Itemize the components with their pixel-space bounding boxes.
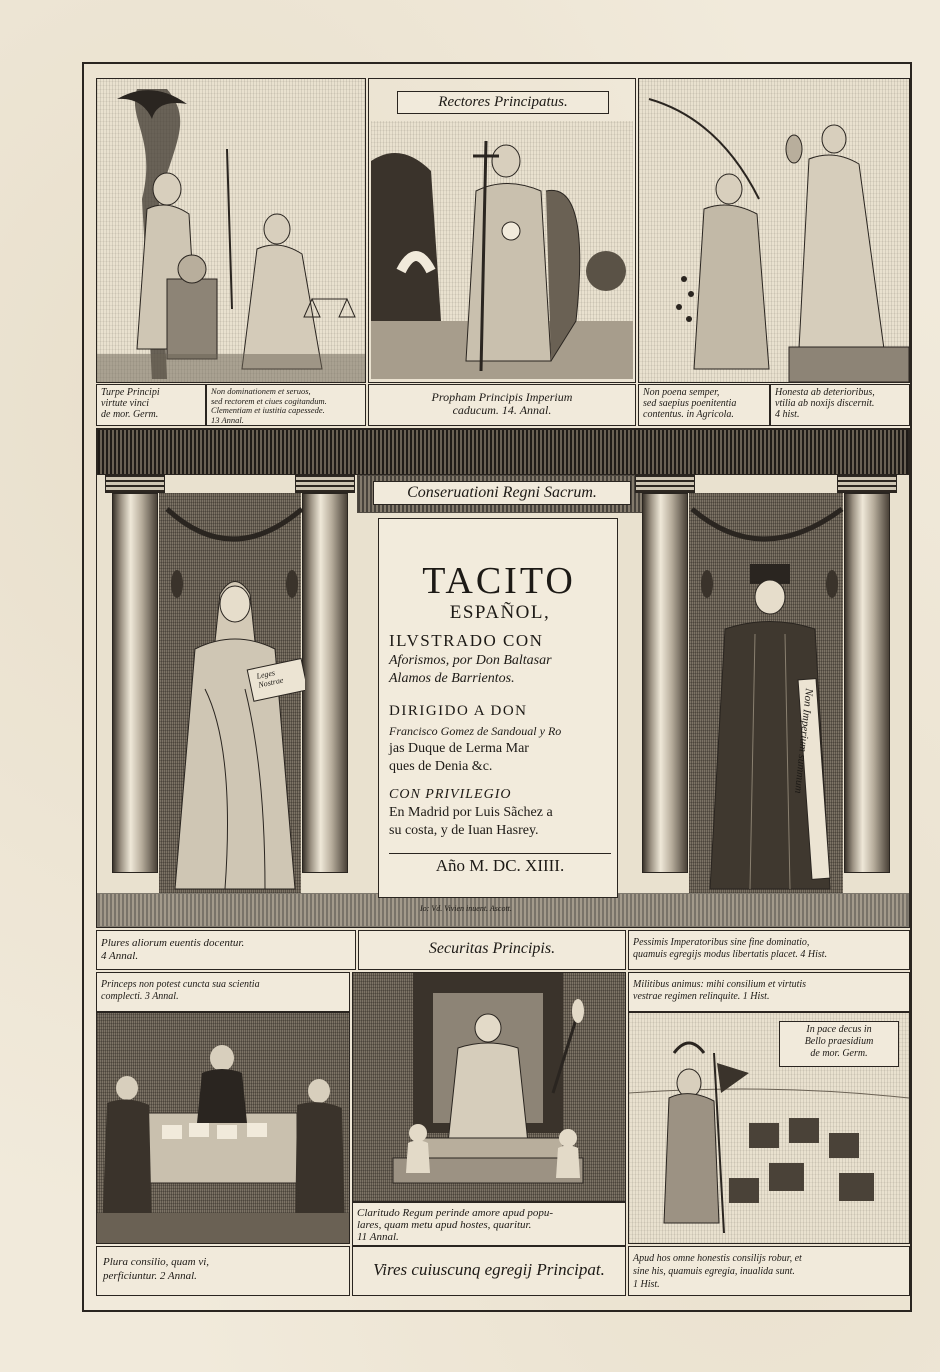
bottom-left-panel xyxy=(96,1012,350,1244)
entablature-top xyxy=(97,429,909,475)
caption-plures: Plures aliorum euentis docentur. 4 Annal. xyxy=(96,930,356,970)
caption-in-pace: In pace decus in Bello praesidium de mor. Germ. xyxy=(779,1021,899,1067)
caption-propham: Propham Principis Imperium caducum. 14. Annal. xyxy=(368,384,636,426)
council-scene-image xyxy=(97,1013,349,1243)
caption-securitas: Securitas Principis. xyxy=(358,930,626,970)
title-line-madrid: En Madrid por Luis Sãchez a xyxy=(389,805,553,820)
title-line-ilustrado: ILVSTRADO CON xyxy=(389,631,544,650)
engraving-prince xyxy=(371,121,633,379)
title-line-francisco: Francisco Gomez de Sandoual y Ro xyxy=(389,724,562,738)
top-left-panel xyxy=(96,78,366,383)
engraving-clemency xyxy=(639,79,909,382)
caption-plura-consilio: Plura consilio, quam vi, perficiuntur. 2 Annal. xyxy=(96,1246,350,1296)
enthroned-king-image xyxy=(353,973,625,1201)
book-inscription: Leges Nostrae xyxy=(255,668,285,690)
caption-honesta: Honesta ab deterioribus, vtilia ab noxijs discernit. 4 hist. xyxy=(770,384,910,426)
caption-militibus: Militibus animus: mihi consilium et virtutis vestrae regimen relinquite. 1 Hist. xyxy=(628,972,910,1012)
caption-vires: Vires cuiuscunq egregij Principat. xyxy=(352,1246,626,1296)
caption-pessimis: Pessimis Imperatoribus sine fine dominatio, quamuis egregijs modus libertatis placet. 4 Hist. xyxy=(628,930,910,970)
allegorical-figures-image xyxy=(97,79,365,382)
engraving-virtues xyxy=(97,79,365,382)
two-women-image xyxy=(639,79,909,382)
title-line-alamos: Alamos de Barrientos. xyxy=(389,671,515,686)
title-line-aforismos: Aforismos, por Don Baltasar xyxy=(389,653,552,668)
woman-with-book-figure xyxy=(165,569,305,899)
title-tacito: TACITO xyxy=(422,560,576,602)
title-line-jas-duque: jas Duque de Lerma Mar xyxy=(389,741,529,756)
bottom-right-panel xyxy=(628,1012,910,1244)
engraver-imprint: Io: Vd. Vivien inuent. Ascott. xyxy=(420,904,512,913)
title-box xyxy=(378,518,618,898)
title-year: Año M. DC. XIIII. xyxy=(389,853,611,874)
engraving-throne xyxy=(353,973,625,1201)
engraving-council xyxy=(97,1013,349,1243)
conseruationi-banner: Conseruationi Regni Sacrum. xyxy=(373,481,631,505)
caption-non-dominationem: Non dominationem et seruos, sed rectorem et ciues cogitandum. Clementiam et iustitia capessede. 13 Annal. xyxy=(206,384,366,426)
caption-claritudo: Claritudo Regum perinde amore apud popu- lares, quam metu apud hostes, quaritur. 11 Annal. xyxy=(352,1202,626,1246)
caption-apud-hos: Apud hos omne honestis consilijs robur, et sine his, quamuis egregia, inualida sunt. 1 Hist. xyxy=(628,1246,910,1296)
top-center-panel xyxy=(368,78,636,383)
rectores-banner: Rectores Principatus. xyxy=(397,91,609,114)
title-line-privilegio: CON PRIVILEGIO xyxy=(389,787,512,802)
man-with-scroll-figure xyxy=(695,559,840,899)
caption-turpe: Turpe Principi virtute vinci de mor. Germ. xyxy=(96,384,206,426)
title-line-costa: su costa, y de Iuan Hasrey. xyxy=(389,823,539,838)
scroll-inscription: Non Imperium summum xyxy=(792,687,815,795)
subtitle-espanol: ESPAÑOL, xyxy=(449,602,551,623)
caption-princeps: Princeps non potest cuncta sua scientia complecti. 3 Annal. xyxy=(96,972,350,1012)
title-line-dirigido: DIRIGIDO A DON xyxy=(389,703,528,719)
prince-figure-image xyxy=(371,121,633,379)
bottom-center-panel xyxy=(352,972,626,1202)
top-right-panel xyxy=(638,78,910,383)
title-line-ques-denia: ques de Denia &c. xyxy=(389,759,493,774)
caption-non-poena: Non poena semper, sed saepius poenitentia contentus. in Agricola. xyxy=(638,384,770,426)
